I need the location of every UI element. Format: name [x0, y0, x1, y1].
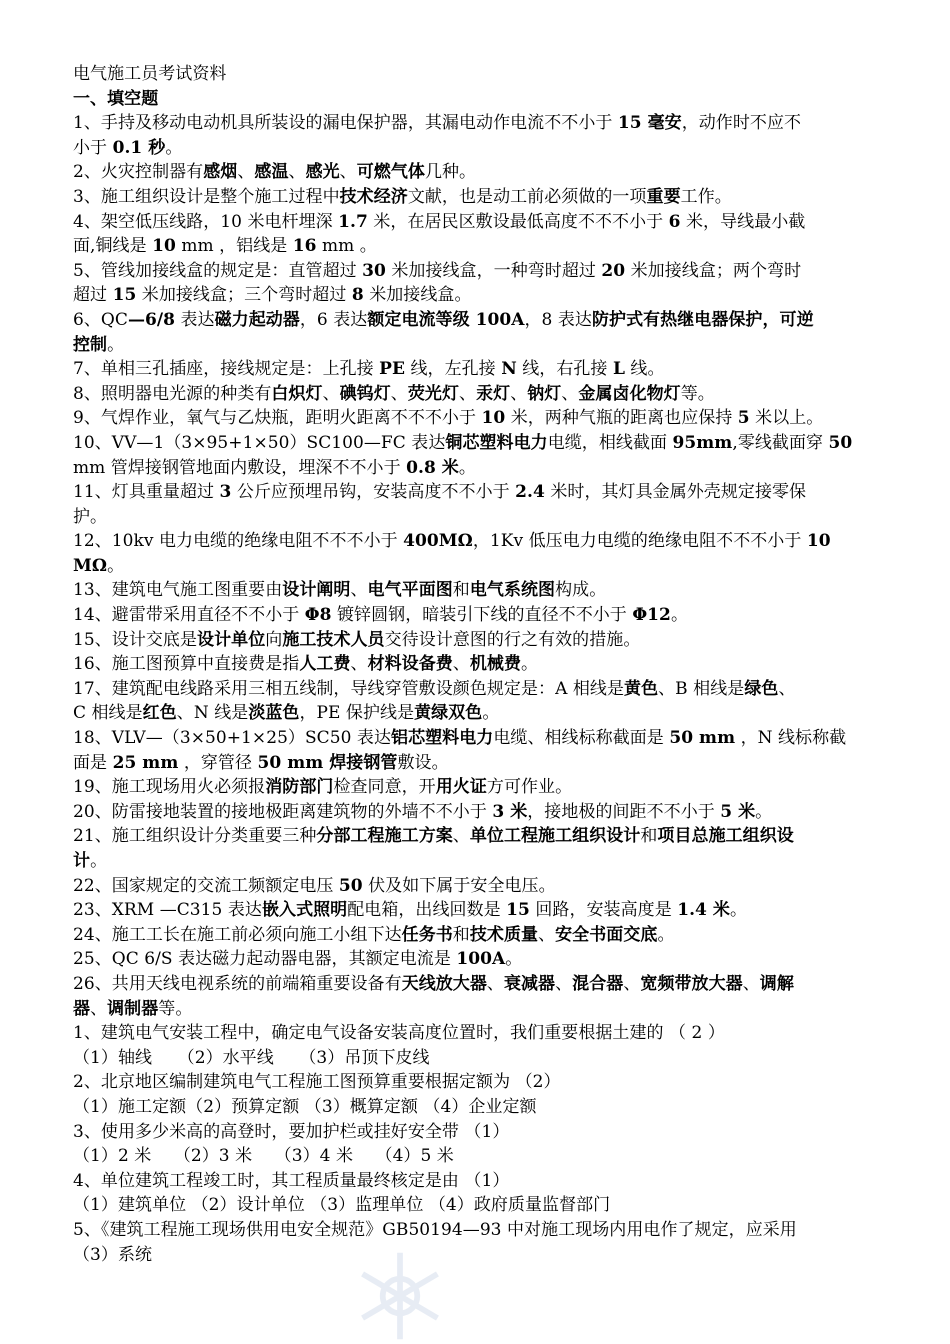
- bold-answer: 95mm: [672, 432, 733, 453]
- bold-answer: 25 mm: [112, 752, 179, 773]
- bold-answer: 混合器: [572, 973, 624, 994]
- text-line: [73, 578, 881, 603]
- text-run: （3）系统: [73, 1244, 153, 1265]
- bold-answer: 用火证: [435, 777, 487, 798]
- bold-answer: 3 米: [492, 801, 528, 822]
- bold-answer: 宽频带放大器: [640, 973, 743, 994]
- text-run: 22、国家规定的交流工频额定电压: [73, 875, 339, 896]
- text-run: 工作。: [680, 186, 732, 207]
- text-run: mm 管焊接钢管地面内敷设，埋深不不小于: [73, 457, 407, 478]
- text-run: 、: [288, 162, 306, 183]
- text-run: 、: [90, 998, 108, 1019]
- text-run: 护。: [73, 506, 108, 527]
- text-run: 、: [538, 924, 556, 945]
- bold-answer: 分部工程施工方案: [316, 826, 453, 847]
- text-line: [73, 529, 881, 554]
- text-run: 回路，安装高度是: [529, 900, 678, 921]
- text-run: 1、建筑电气安装工程中，确定电气设备安装高度位置时，我们重要根据土建的 （ 2 ）: [73, 1023, 725, 1044]
- text-run: 米加接线盒；两个弯时: [625, 260, 802, 281]
- text-line: [73, 849, 881, 874]
- bold-answer: 16: [292, 236, 317, 257]
- text-run: （1）建筑单位 （2）设计单位 （3）监理单位 （4）政府质量监督部门: [73, 1195, 611, 1216]
- text-line: [73, 1193, 881, 1218]
- text-run: 电缆、相线标称截面是: [493, 728, 670, 749]
- bold-answer: 黄绿双色: [414, 703, 483, 724]
- text-run: 。: [165, 137, 183, 158]
- bold-answer: 衰减器: [503, 973, 556, 994]
- text-run: 。: [107, 334, 125, 355]
- text-run: 几种。: [424, 162, 477, 183]
- text-run: 等。: [158, 998, 193, 1019]
- text-line: [73, 603, 881, 628]
- document-title: 电气施工员考试资料: [73, 64, 227, 84]
- text-line: [73, 480, 881, 505]
- text-run: 线，右孔接: [516, 359, 613, 380]
- text-run: 小于: [73, 137, 113, 158]
- bold-answer: 钠灯: [527, 383, 562, 404]
- bold-answer: 调制器: [107, 998, 159, 1019]
- bold-answer: 项目总施工组织设: [657, 826, 794, 847]
- bold-answer: 电气系统图: [469, 580, 556, 601]
- text-run: 镀锌圆钢，暗装引下线的直径不不小于: [331, 605, 633, 626]
- bold-answer: 10: [481, 408, 506, 429]
- text-line: [73, 333, 881, 358]
- text-line: [73, 997, 881, 1022]
- bold-answer: 20: [601, 260, 626, 281]
- text-run: 2、火灾控制器有: [73, 162, 204, 183]
- text-run: 2、北京地区编制建筑电气工程施工图预算重要根据定额为 （2）: [73, 1072, 561, 1093]
- text-line: [73, 1243, 881, 1268]
- bold-answer: 感温: [254, 162, 289, 183]
- bold-answer: 可燃气体: [356, 162, 425, 183]
- text-line: [73, 160, 881, 185]
- text-run: 、: [237, 162, 255, 183]
- text-line: [73, 234, 881, 259]
- text-line: [73, 1169, 881, 1194]
- bold-answer: 安全书面交底: [555, 924, 658, 945]
- bold-answer: 10: [806, 531, 831, 552]
- text-run: 。: [755, 801, 773, 822]
- text-run: 检查同意，开: [333, 777, 436, 798]
- text-run: 5、管线加接线盒的规定是：直管超过: [73, 260, 363, 281]
- text-run: 20、防雷接地装置的接地极距离建筑物的外墙不不小于: [73, 801, 493, 822]
- text-run: 。: [505, 949, 523, 970]
- bold-answer: 6: [668, 211, 681, 232]
- bold-answer: 碘钨灯: [339, 383, 391, 404]
- text-run: 6、QC: [73, 309, 128, 330]
- text-run: 26、共用天线电视系统的前端箱重要设备有: [73, 973, 402, 994]
- bold-answer: 1.4 米: [677, 900, 730, 921]
- text-run: 、: [742, 973, 760, 994]
- text-run: 敷设。: [397, 752, 449, 773]
- text-run: 、: [459, 383, 477, 404]
- text-run: 、: [452, 826, 470, 847]
- text-run: 、N 线是: [176, 703, 249, 724]
- text-run: 配电箱，出线回数是: [347, 900, 507, 921]
- bold-answer: 单位工程施工组织设计: [469, 826, 641, 847]
- text-line: [73, 283, 881, 308]
- text-run: 。: [90, 851, 108, 871]
- bold-answer: 10: [152, 236, 176, 257]
- bold-answer: L: [612, 359, 625, 380]
- text-run: 13、建筑电气施工图重要由: [73, 580, 283, 601]
- bold-answer: PE: [379, 359, 406, 380]
- text-run: 5、《建筑工程施工现场供用电安全规范》GB50194—93 中对施工现场内用电作了规定，应采用: [73, 1219, 797, 1240]
- bold-answer: 设计单位: [197, 629, 266, 650]
- bold-answer: 消防部门: [265, 777, 334, 798]
- text-run: 11、灯具重量超过: [73, 482, 220, 503]
- text-run: 23、XRM —C315 表达: [73, 900, 262, 921]
- bold-answer: 15: [112, 285, 137, 306]
- text-run: 方可作业。: [486, 777, 573, 798]
- text-run: mm 。: [316, 236, 377, 257]
- bold-answer: 金属卤化物灯: [578, 383, 681, 404]
- text-run: 面是: [73, 752, 113, 773]
- text-line: [73, 628, 881, 653]
- text-run: 线，左孔接: [405, 359, 502, 380]
- text-run: 表达: [175, 309, 215, 330]
- text-line: [73, 775, 881, 800]
- text-line: [73, 185, 881, 210]
- bold-answer: MΩ: [73, 555, 108, 576]
- text-run: 1、手持及移动电动机具所装设的漏电保护器，其漏电动作电流不不小于: [73, 113, 618, 134]
- bold-answer: 白炽灯: [271, 383, 323, 404]
- text-run: 、: [339, 162, 357, 183]
- bold-answer: 15 毫安: [617, 113, 682, 134]
- text-run: ，6 表达: [299, 309, 368, 330]
- text-run: ，N 线标称截: [735, 728, 847, 749]
- text-line: [73, 677, 881, 702]
- text-run: 交待设计意图的行之有效的措施。: [384, 629, 641, 650]
- bold-answer: 3: [219, 482, 232, 503]
- bold-answer: 控制: [73, 334, 108, 355]
- bold-answer: N: [501, 359, 517, 380]
- text-run: 17、建筑配电线路采用三相五线制，导线穿管敷设颜色规定是：A 相线是: [73, 678, 625, 699]
- bold-answer: 红色: [142, 703, 177, 724]
- text-run: 公斤应预埋吊钩，安装高度不不小于: [231, 482, 516, 503]
- bold-answer: 计: [73, 851, 91, 871]
- text-line: [73, 111, 881, 136]
- bold-answer: 汞灯: [476, 383, 511, 404]
- bold-answer: Φ8: [304, 605, 332, 626]
- text-line: [73, 136, 881, 161]
- text-line: [73, 308, 881, 333]
- bold-answer: 0.8 米: [406, 457, 459, 478]
- text-run: 米加接线盒，一种弯时超过: [385, 260, 602, 281]
- bold-answer: 50: [828, 432, 853, 453]
- text-run: 8、照明器电光源的种类有: [73, 383, 272, 404]
- bold-answer: 8: [351, 285, 364, 306]
- text-line: [73, 947, 881, 972]
- text-line: [73, 923, 881, 948]
- text-line: [73, 652, 881, 677]
- text-run: 15、设计交底是: [73, 629, 198, 650]
- bold-answer: 人工费: [299, 654, 351, 675]
- text-run: 。: [521, 654, 539, 675]
- text-run: 和: [452, 924, 470, 945]
- bold-answer: 1.7: [338, 211, 368, 232]
- text-line: [73, 505, 881, 530]
- bold-answer: 技术质量: [469, 924, 539, 945]
- text-run: 18、VLV—（3×50+1×25）SC50 表达: [73, 728, 392, 749]
- text-line: [73, 357, 881, 382]
- text-run: 、: [350, 580, 368, 601]
- snowflake-watermark-icon: [352, 1248, 448, 1344]
- bold-answer: 铜芯塑料电力: [445, 432, 548, 453]
- bold-answer: 15: [506, 900, 530, 921]
- text-run: 14、避雷带采用直径不不小于: [73, 605, 305, 626]
- text-run: 25、QC 6/S 表达磁力起动器电器，其额定电流是: [73, 949, 457, 970]
- text-run: 、: [510, 383, 528, 404]
- text-line: [73, 1218, 881, 1243]
- text-run: 。: [657, 924, 675, 945]
- bold-answer: 淡蓝色: [248, 703, 300, 724]
- text-run: C 相线是: [73, 703, 143, 724]
- text-run: 米加接线盒。: [363, 285, 472, 306]
- text-line: [73, 824, 881, 849]
- bold-answer: 0.1 秒: [112, 137, 166, 158]
- bold-answer: 黄色: [624, 678, 659, 699]
- text-line: [73, 1021, 881, 1046]
- text-run: 线。: [624, 359, 665, 380]
- text-run: 4、单位建筑工程竣工时，其工程质量最终核定是由 （1）: [73, 1170, 510, 1191]
- bold-answer: 30: [362, 260, 386, 281]
- text-run: 12、10kv 电力电缆的绝缘电阻不不不小于: [73, 531, 404, 552]
- text-run: 和: [640, 826, 658, 847]
- text-run: 米时，其灯具金属外壳规定接零保: [544, 482, 807, 503]
- text-run: 等。: [680, 383, 715, 404]
- text-run: 向: [265, 629, 283, 650]
- text-run: 、: [486, 973, 504, 994]
- section-heading-fill-in-blanks: 一、填空题: [73, 88, 159, 109]
- text-line: [73, 1144, 881, 1169]
- text-line: [73, 751, 881, 776]
- text-line: [73, 898, 881, 923]
- bold-answer: 5 米: [720, 801, 756, 822]
- bold-answer: Φ12: [632, 605, 671, 626]
- text-run: 21、施工组织设计分类重要三种: [73, 826, 317, 847]
- bold-answer: 50 mm 焊接钢管: [257, 752, 398, 773]
- text-run: 米，导线最小截: [680, 211, 806, 232]
- bold-answer: 调解: [759, 973, 794, 994]
- text-line: [73, 1070, 881, 1095]
- bold-answer: 机械费: [469, 654, 522, 675]
- text-run: 。: [482, 703, 500, 724]
- text-line: [73, 972, 881, 997]
- text-run: ，1Kv 低压电力电缆的绝缘电阻不不不小于: [472, 531, 807, 552]
- bold-answer: 100A: [456, 949, 506, 970]
- bold-answer: 磁力起动器: [214, 309, 300, 330]
- bold-answer: 电气平面图: [367, 580, 453, 601]
- text-run: 米，在居民区敷设最低高度不不不小于: [367, 211, 669, 232]
- text-run: ，动作时不应不: [681, 113, 802, 134]
- text-line: [73, 726, 881, 751]
- text-run: （1）2 米 （2）3 米 （3）4 米 （4）5 米: [73, 1146, 454, 1167]
- text-run: 24、施工工长在施工前必须向施工小组下达: [73, 924, 402, 945]
- bold-answer: 绿色: [744, 678, 779, 699]
- text-run: 和: [452, 580, 470, 601]
- text-run: 超过: [73, 285, 113, 306]
- text-run: 4、架空低压线路，10 米电杆埋深: [73, 211, 339, 232]
- bold-answer: 防护式有热继电器保护，可逆: [591, 309, 814, 330]
- text-run: 电缆，相线截面: [547, 432, 673, 453]
- text-run: 16、施工图预算中直接费是指: [73, 654, 300, 675]
- text-line: [73, 431, 881, 456]
- bold-answer: 50 mm: [669, 728, 736, 749]
- text-run: 、: [390, 383, 408, 404]
- text-run: 。: [458, 457, 476, 478]
- text-run: 。: [670, 605, 688, 626]
- bold-answer: 400MΩ: [403, 531, 473, 552]
- bold-answer: 任务书: [401, 924, 453, 945]
- text-run: 文献，也是动工前必须做的一项: [407, 186, 647, 207]
- bold-answer: 材料设备费: [367, 654, 453, 675]
- text-run: （1）轴线 （2）水平线 （3）吊顶下皮线: [73, 1047, 430, 1068]
- text-run: （1）施工定额（2）预算定额 （3）概算定额 （4）企业定额: [73, 1096, 537, 1117]
- text-run: 7、单相三孔插座，接线规定是：上孔接: [73, 359, 380, 380]
- text-run: 、: [623, 973, 641, 994]
- text-run: 10、VV—1（3×95+1×50）SC100—FC 表达: [73, 432, 446, 453]
- document-body: [73, 62, 881, 1267]
- text-line: [73, 800, 881, 825]
- text-run: 、: [561, 383, 579, 404]
- text-run: ,零线截面穿: [732, 432, 829, 453]
- bold-answer: 铝芯塑料电力: [391, 728, 494, 749]
- text-run: 、: [778, 678, 796, 699]
- text-run: 、: [350, 654, 368, 675]
- bold-answer: 技术经济: [339, 186, 408, 207]
- text-run: ，PE 保护线是: [299, 703, 415, 724]
- bold-answer: 嵌入式照明: [261, 900, 348, 921]
- bold-answer: 器: [73, 998, 91, 1019]
- text-line: [73, 456, 881, 481]
- bold-answer: 设计阐明: [282, 580, 351, 601]
- bold-answer: 感光: [305, 162, 340, 183]
- text-line: [73, 701, 881, 726]
- text-line: [73, 382, 881, 407]
- bold-answer: 额定电流等级 100A: [367, 309, 525, 330]
- bold-answer: 感烟: [203, 162, 238, 183]
- text-line: [73, 554, 881, 579]
- text-run: mm ，铝线是: [175, 236, 293, 257]
- text-run: ，8 表达: [524, 309, 592, 330]
- text-run: ，接地极的间距不不小于: [527, 801, 721, 822]
- text-line: [73, 259, 881, 284]
- text-line: [73, 210, 881, 235]
- bold-answer: 荧光灯: [407, 383, 460, 404]
- text-run: 米加接线盒；三个弯时超过: [136, 285, 352, 306]
- text-line: [73, 1046, 881, 1071]
- text-line: [73, 1120, 881, 1145]
- text-run: 构成。: [555, 580, 607, 601]
- bold-answer: 2.4: [515, 482, 545, 503]
- text-run: 9、气焊作业，氧气与乙炔瓶，距明火距离不不不小于: [73, 408, 482, 429]
- text-run: 伏及如下属于安全电压。: [362, 875, 556, 896]
- text-run: 。: [729, 900, 748, 921]
- text-run: 、: [452, 654, 470, 675]
- text-run: 3、施工组织设计是整个施工过程中: [73, 186, 340, 207]
- text-run: 米以上。: [749, 408, 824, 429]
- text-run: ，穿管径: [178, 752, 258, 773]
- text-run: 19、施工现场用火必须报: [73, 777, 266, 798]
- text-run: 米，两种气瓶的距离也应保持: [505, 408, 738, 429]
- text-run: 。: [107, 555, 125, 576]
- bold-answer: 重要: [646, 186, 681, 207]
- text-run: 3、使用多少米高的高登时，要加护栏或挂好安全带 （1）: [73, 1121, 510, 1142]
- text-line: [73, 874, 881, 899]
- bold-answer: 天线放大器: [401, 973, 487, 994]
- bold-answer: 50: [338, 875, 363, 896]
- text-run: 、: [322, 383, 340, 404]
- text-run: 面,铜线是: [73, 236, 153, 257]
- text-run: 、B 相线是: [658, 678, 745, 699]
- text-run: 、: [555, 973, 573, 994]
- bold-answer: 施工技术人员: [282, 629, 385, 650]
- bold-answer: —6/8: [127, 309, 176, 330]
- bold-answer: 5: [737, 408, 750, 429]
- text-line: [73, 1095, 881, 1120]
- document-lines: [73, 111, 881, 1267]
- text-line: [73, 406, 881, 431]
